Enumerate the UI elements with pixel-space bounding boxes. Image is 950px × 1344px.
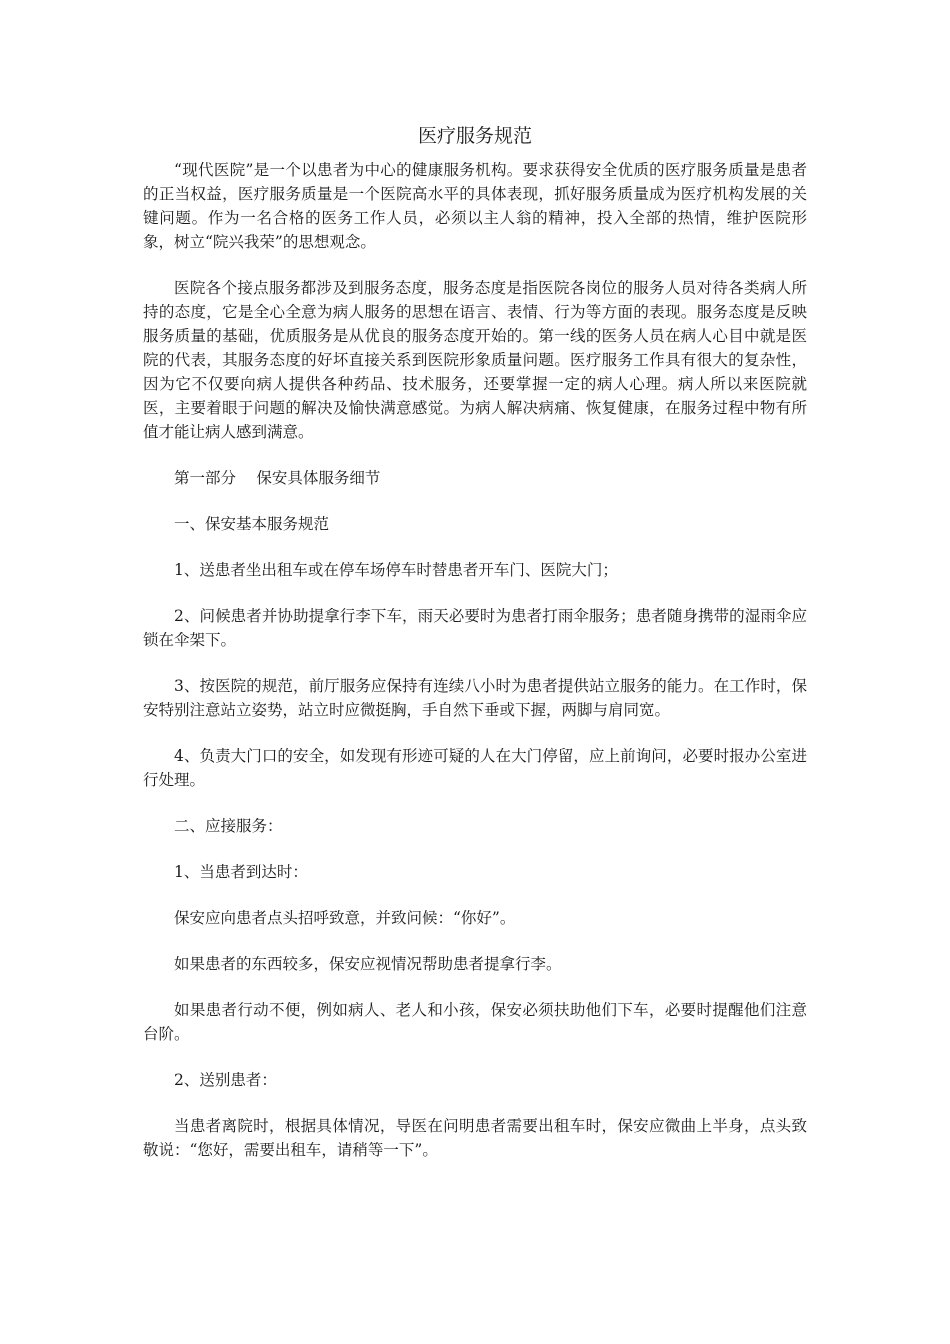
section-heading-part-one: 第一部分 保安具体服务细节 (174, 469, 381, 487)
subsection-heading-basic-norms: 一、保安基本服务规范 (174, 515, 330, 533)
paragraph-taxi: 当患者离院时，根据具体情况，导医在问明患者需要出租车时，保安应微曲上半身，点头致敬说：“您好，需要出租车，请稍等一下”。 (143, 1117, 807, 1159)
paragraph-assistance: 如果患者行动不便，例如病人、老人和小孩，保安必须扶助他们下车，必要时提醒他们注意台阶。 (143, 1001, 807, 1043)
reception-item-farewell: 2、送别患者： (174, 1071, 277, 1089)
reception-item-arrival: 1、当患者到达时： (174, 863, 308, 881)
paragraph-greeting: 保安应向患者点头招呼致意，并致问候：“你好”。 (174, 909, 516, 927)
list-item-3: 3、按医院的规范，前厅服务应保持有连续八小时为患者提供站立服务的能力。在工作时，保安特别注意站立姿势，站立时应微挺胸，手自然下垂或下握，两脚与肩同宽。 (143, 677, 807, 719)
paragraph-intro: “现代医院”是一个以患者为中心的健康服务机构。要求获得安全优质的医疗服务质量是患者的正当权益，医疗服务质量是一个医院高水平的具体表现，抓好服务质量成为医疗机构发展的关键问题。作为一名合格的医务工作人员，必须以主人翁的精神，投入全部的热情，维护医院形象，树立“院兴我荣”的思想观念。 (143, 161, 807, 251)
paragraph-service-attitude: 医院各个接点服务都涉及到服务态度，服务态度是指医院各岗位的服务人员对待各类病人所持的态度，它是全心全意为病人服务的思想在语言、表情、行为等方面的表现。服务态度是反映服务质量的基础，优质服务是从优良的服务态度开始的。第一线的医务人员在病人心目中就是医院的代表，其服务态度的好坏直接关系到医院形象质量问题。医疗服务工作具有很大的复杂性，因为它不仅要向病人提供各种药品、技术服务，还要掌握一定的病人心理。病人所以来医院就医，主要着眼于问题的解决及愉快满意感觉。为病人解决病痛、恢复健康，在服务过程中物有所值才能让病人感到满意。 (143, 279, 807, 441)
list-item-4: 4、负责大门口的安全，如发现有形迹可疑的人在大门停留，应上前询问，必要时报办公室进行处理。 (143, 747, 807, 789)
list-item-2: 2、问候患者并协助提拿行李下车，雨天必要时为患者打雨伞服务；患者随身携带的湿雨伞应锁在伞架下。 (143, 607, 807, 649)
list-item-1: 1、送患者坐出租车或在停车场停车时替患者开车门、医院大门； (174, 561, 618, 579)
document-page (143, 118, 807, 1184)
paragraph-luggage: 如果患者的东西较多，保安应视情况帮助患者提拿行李。 (174, 955, 562, 973)
subsection-heading-reception: 二、应接服务： (174, 817, 283, 835)
document-title: 医疗服务规范 (417, 125, 532, 147)
